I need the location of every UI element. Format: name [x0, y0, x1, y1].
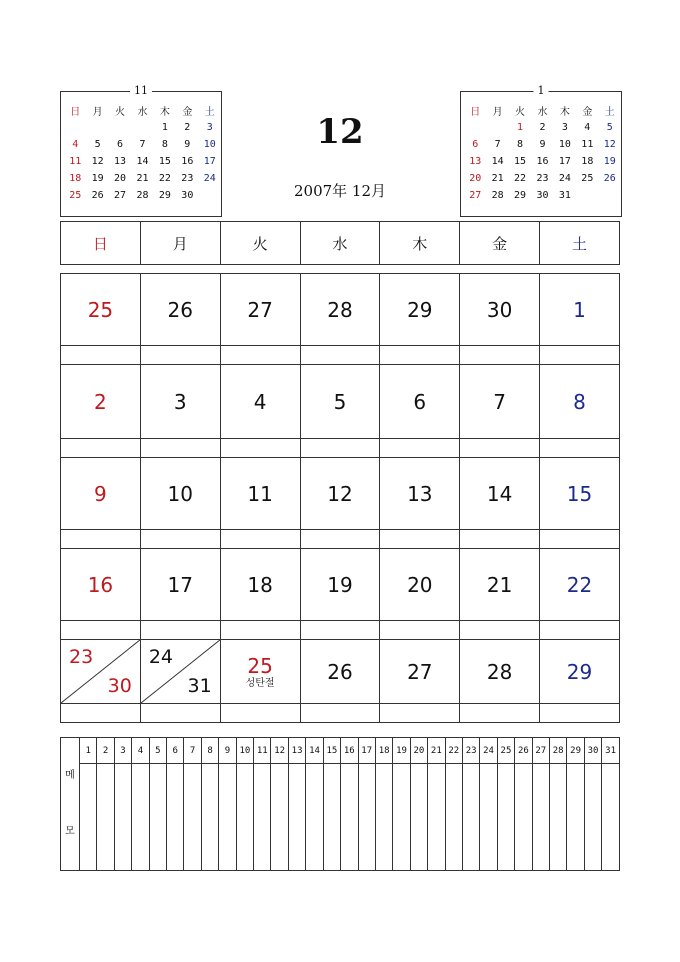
mini-calendar-next-title: 1	[534, 84, 549, 98]
memo-day-header: 9	[219, 738, 236, 764]
day-note[interactable]	[61, 621, 141, 640]
memo-cell[interactable]	[480, 764, 497, 871]
memo-cell[interactable]	[236, 764, 253, 871]
holiday-label: 성탄절	[245, 677, 275, 689]
mini-day: 13	[114, 156, 127, 167]
mini-day	[64, 119, 86, 136]
memo-cell[interactable]	[428, 764, 445, 871]
mini-day: 14	[491, 156, 504, 167]
memo-cell[interactable]	[410, 764, 427, 871]
weekday-sat: 土	[540, 222, 620, 265]
day-note[interactable]	[61, 704, 141, 723]
day-cell[interactable]: 10	[140, 458, 220, 530]
memo-day-header: 29	[567, 738, 584, 764]
memo-day-header: 23	[462, 738, 479, 764]
mini-day: 15	[158, 156, 171, 167]
memo-cell[interactable]	[602, 764, 620, 871]
memo-day-header: 5	[149, 738, 166, 764]
mini-calendar-next-grid	[464, 102, 621, 204]
mini-day: 3	[206, 122, 213, 133]
day-cell[interactable]: 2	[61, 365, 141, 439]
mini-day	[599, 187, 621, 204]
day-note[interactable]	[380, 704, 460, 723]
memo-day-header: 31	[602, 738, 620, 764]
mini-day: 21	[491, 173, 504, 184]
weekday-wed: 水	[300, 222, 380, 265]
day-note[interactable]	[380, 439, 460, 458]
memo-day-header: 24	[480, 738, 497, 764]
day-note[interactable]	[140, 439, 220, 458]
mini-calendar-next	[460, 84, 622, 217]
memo-day-header: 1	[80, 738, 97, 764]
day-note[interactable]	[300, 439, 380, 458]
day-note[interactable]	[460, 621, 540, 640]
memo-day-header: 6	[167, 738, 184, 764]
day-note[interactable]	[220, 530, 300, 549]
day-cell[interactable]: 28	[460, 640, 540, 704]
day-cell-split-23-30[interactable]	[61, 640, 141, 704]
mini-calendar-prev	[60, 84, 222, 217]
mini-day: 13	[469, 156, 482, 167]
mini-weekday: 水	[537, 107, 548, 118]
day-note[interactable]	[140, 621, 220, 640]
split-day-bottom: 30	[107, 675, 132, 697]
mini-day: 4	[584, 122, 591, 133]
mini-day: 9	[184, 139, 191, 150]
memo-day-header: 21	[428, 738, 445, 764]
day-note[interactable]	[220, 346, 300, 365]
split-day-bottom: 31	[187, 675, 212, 697]
memo-cell[interactable]	[358, 764, 375, 871]
mini-day: 12	[603, 139, 616, 150]
mini-day: 3	[561, 122, 568, 133]
mini-day: 4	[72, 139, 79, 150]
memo-day-header: 8	[201, 738, 218, 764]
weekday-tue: 火	[220, 222, 300, 265]
memo-cell[interactable]	[132, 764, 149, 871]
mini-day: 28	[136, 190, 149, 201]
mini-day: 27	[469, 190, 482, 201]
mini-weekday: 月	[492, 107, 503, 118]
mini-day: 5	[94, 139, 101, 150]
memo-cell[interactable]	[341, 764, 358, 871]
day-note[interactable]	[540, 439, 620, 458]
mini-weekday: 土	[204, 107, 215, 118]
memo-label	[61, 738, 80, 871]
mini-day: 6	[472, 139, 479, 150]
day-cell[interactable]: 11	[220, 458, 300, 530]
memo-day-header: 30	[584, 738, 601, 764]
day-cell[interactable]: 12	[300, 458, 380, 530]
mini-day: 29	[158, 190, 171, 201]
mini-day: 10	[558, 139, 571, 150]
day-cell[interactable]: 16	[61, 549, 141, 621]
day-note[interactable]	[380, 621, 460, 640]
mini-weekday: 日	[470, 107, 481, 118]
mini-day: 18	[581, 156, 594, 167]
day-cell[interactable]: 6	[380, 365, 460, 439]
mini-day: 11	[69, 156, 82, 167]
memo-day-header: 12	[271, 738, 288, 764]
mini-day: 16	[181, 156, 194, 167]
memo-cell[interactable]	[497, 764, 514, 871]
day-cell-split-24-31[interactable]	[140, 640, 220, 704]
memo-cell[interactable]	[97, 764, 114, 871]
mini-weekday: 火	[515, 107, 526, 118]
mini-day: 17	[558, 156, 571, 167]
day-cell-holiday[interactable]	[220, 640, 300, 704]
mini-day: 31	[558, 190, 571, 201]
memo-cell[interactable]	[271, 764, 288, 871]
mini-day	[131, 119, 153, 136]
day-cell[interactable]: 25	[61, 274, 141, 346]
memo-table	[60, 737, 620, 871]
memo-cell[interactable]	[567, 764, 584, 871]
memo-cell[interactable]	[114, 764, 131, 871]
day-cell[interactable]: 30	[460, 274, 540, 346]
mini-day: 25	[69, 190, 82, 201]
memo-cell[interactable]	[375, 764, 392, 871]
mini-calendar-prev-title: 11	[130, 84, 152, 98]
day-note[interactable]	[460, 704, 540, 723]
mini-day: 12	[91, 156, 104, 167]
day-note[interactable]	[380, 346, 460, 365]
mini-day: 19	[91, 173, 104, 184]
memo-cell[interactable]	[254, 764, 271, 871]
day-cell[interactable]: 27	[380, 640, 460, 704]
memo-cell[interactable]	[532, 764, 549, 871]
memo-cell[interactable]	[549, 764, 566, 871]
mini-day: 21	[136, 173, 149, 184]
memo-day-header: 15	[323, 738, 340, 764]
weekday-fri: 金	[460, 222, 540, 265]
day-cell[interactable]: 9	[61, 458, 141, 530]
day-note[interactable]	[460, 439, 540, 458]
day-note[interactable]	[460, 346, 540, 365]
day-cell[interactable]: 18	[220, 549, 300, 621]
mini-day: 1	[161, 122, 168, 133]
memo-day-header: 10	[236, 738, 253, 764]
mini-day: 2	[539, 122, 546, 133]
mini-day: 20	[114, 173, 127, 184]
memo-cell[interactable]	[584, 764, 601, 871]
memo-cell[interactable]	[445, 764, 462, 871]
mini-day: 29	[514, 190, 527, 201]
mini-weekday: 金	[582, 107, 593, 118]
day-cell[interactable]: 27	[220, 274, 300, 346]
mini-day: 2	[184, 122, 191, 133]
mini-weekday: 木	[559, 107, 570, 118]
weekday-thu: 木	[380, 222, 460, 265]
day-note[interactable]	[300, 346, 380, 365]
mini-day: 8	[517, 139, 524, 150]
day-note[interactable]	[61, 346, 141, 365]
memo-cell[interactable]	[219, 764, 236, 871]
mini-day: 1	[517, 122, 524, 133]
mini-day: 6	[117, 139, 124, 150]
day-cell[interactable]: 28	[300, 274, 380, 346]
mini-day: 28	[491, 190, 504, 201]
split-day-top: 24	[148, 646, 174, 668]
day-cell[interactable]: 3	[140, 365, 220, 439]
day-note[interactable]	[220, 439, 300, 458]
mini-day: 25	[581, 173, 594, 184]
weekday-mon: 月	[140, 222, 220, 265]
memo-day-header: 17	[358, 738, 375, 764]
mini-day: 27	[114, 190, 127, 201]
memo-day-header: 11	[254, 738, 271, 764]
memo-day-header: 25	[497, 738, 514, 764]
day-note[interactable]	[300, 704, 380, 723]
day-cell[interactable]: 8	[540, 365, 620, 439]
day-cell[interactable]: 22	[540, 549, 620, 621]
memo-label-1: 메	[65, 770, 75, 781]
memo-day-header: 20	[410, 738, 427, 764]
day-note[interactable]	[61, 439, 141, 458]
day-note[interactable]	[540, 530, 620, 549]
day-cell[interactable]: 1	[540, 274, 620, 346]
mini-day: 9	[539, 139, 546, 150]
day-note[interactable]	[300, 530, 380, 549]
mini-day: 26	[603, 173, 616, 184]
day-note[interactable]	[540, 704, 620, 723]
mini-day: 18	[69, 173, 82, 184]
mini-day: 19	[603, 156, 616, 167]
mini-weekday: 日	[70, 107, 81, 118]
mini-day: 24	[203, 173, 216, 184]
mini-day	[576, 187, 598, 204]
mini-day	[486, 119, 508, 136]
memo-cell[interactable]	[306, 764, 323, 871]
memo-cell[interactable]	[393, 764, 410, 871]
day-cell[interactable]: 20	[380, 549, 460, 621]
day-cell[interactable]: 29	[540, 640, 620, 704]
day-number: 25	[247, 653, 273, 678]
mini-day: 7	[139, 139, 146, 150]
memo-cell[interactable]	[80, 764, 97, 871]
mini-day	[199, 187, 221, 204]
year-month-subtitle: 2007年 12月	[293, 182, 387, 200]
memo-day-header: 3	[114, 738, 131, 764]
mini-day: 30	[536, 190, 549, 201]
mini-day: 5	[606, 122, 613, 133]
day-cell[interactable]: 29	[380, 274, 460, 346]
memo-day-header: 7	[184, 738, 201, 764]
memo-day-header: 14	[306, 738, 323, 764]
mini-day: 14	[136, 156, 149, 167]
mini-day	[464, 119, 486, 136]
mini-day	[109, 119, 131, 136]
weekday-header	[60, 221, 620, 265]
day-note[interactable]	[380, 530, 460, 549]
day-note[interactable]	[540, 346, 620, 365]
mini-day: 22	[514, 173, 527, 184]
day-cell[interactable]: 19	[300, 549, 380, 621]
mini-day: 16	[536, 156, 549, 167]
mini-day: 20	[469, 173, 482, 184]
memo-cell[interactable]	[515, 764, 532, 871]
mini-weekday: 土	[604, 107, 615, 118]
mini-day: 17	[203, 156, 216, 167]
memo-cell[interactable]	[462, 764, 479, 871]
day-cell[interactable]: 17	[140, 549, 220, 621]
memo-day-header: 13	[288, 738, 305, 764]
day-cell[interactable]: 13	[380, 458, 460, 530]
memo-cell[interactable]	[323, 764, 340, 871]
memo-day-header: 26	[515, 738, 532, 764]
mini-day: 15	[514, 156, 527, 167]
memo-day-header: 27	[532, 738, 549, 764]
mini-weekday: 月	[92, 107, 103, 118]
day-cell[interactable]: 26	[140, 274, 220, 346]
day-note[interactable]	[460, 530, 540, 549]
mini-day: 11	[581, 139, 594, 150]
mini-day: 30	[181, 190, 194, 201]
day-note[interactable]	[140, 704, 220, 723]
memo-day-header: 19	[393, 738, 410, 764]
memo-cell[interactable]	[288, 764, 305, 871]
memo-cell[interactable]	[149, 764, 166, 871]
day-cell[interactable]: 4	[220, 365, 300, 439]
day-note[interactable]	[220, 621, 300, 640]
calendar-grid	[60, 273, 620, 723]
mini-weekday: 木	[159, 107, 170, 118]
day-note[interactable]	[140, 346, 220, 365]
memo-cell[interactable]	[184, 764, 201, 871]
day-note[interactable]	[140, 530, 220, 549]
day-cell[interactable]: 15	[540, 458, 620, 530]
mini-weekday: 火	[115, 107, 126, 118]
mini-day: 24	[558, 173, 571, 184]
mini-day: 7	[494, 139, 501, 150]
memo-day-header: 2	[97, 738, 114, 764]
day-cell[interactable]: 21	[460, 549, 540, 621]
mini-weekday: 水	[137, 107, 148, 118]
mini-day: 8	[161, 139, 168, 150]
day-note[interactable]	[540, 621, 620, 640]
day-note[interactable]	[300, 621, 380, 640]
memo-day-header: 28	[549, 738, 566, 764]
memo-cell[interactable]	[167, 764, 184, 871]
mini-day: 23	[181, 173, 194, 184]
mini-day: 26	[91, 190, 104, 201]
page-title: 12	[316, 112, 364, 152]
memo-day-header: 4	[132, 738, 149, 764]
mini-day: 10	[203, 139, 216, 150]
day-note[interactable]	[220, 704, 300, 723]
memo-label-2: 모	[65, 826, 75, 837]
mini-day: 22	[158, 173, 171, 184]
day-cell[interactable]: 7	[460, 365, 540, 439]
mini-day	[86, 119, 108, 136]
memo-day-header: 18	[375, 738, 392, 764]
day-cell[interactable]: 14	[460, 458, 540, 530]
memo-cell[interactable]	[201, 764, 218, 871]
mini-day: 23	[536, 173, 549, 184]
day-note[interactable]	[61, 530, 141, 549]
memo-day-header: 16	[341, 738, 358, 764]
mini-weekday: 金	[182, 107, 193, 118]
split-day-top: 23	[69, 646, 94, 668]
day-cell[interactable]: 5	[300, 365, 380, 439]
memo-day-header: 22	[445, 738, 462, 764]
day-cell[interactable]: 26	[300, 640, 380, 704]
mini-calendar-prev-grid	[64, 102, 221, 204]
weekday-sun: 日	[61, 222, 141, 265]
